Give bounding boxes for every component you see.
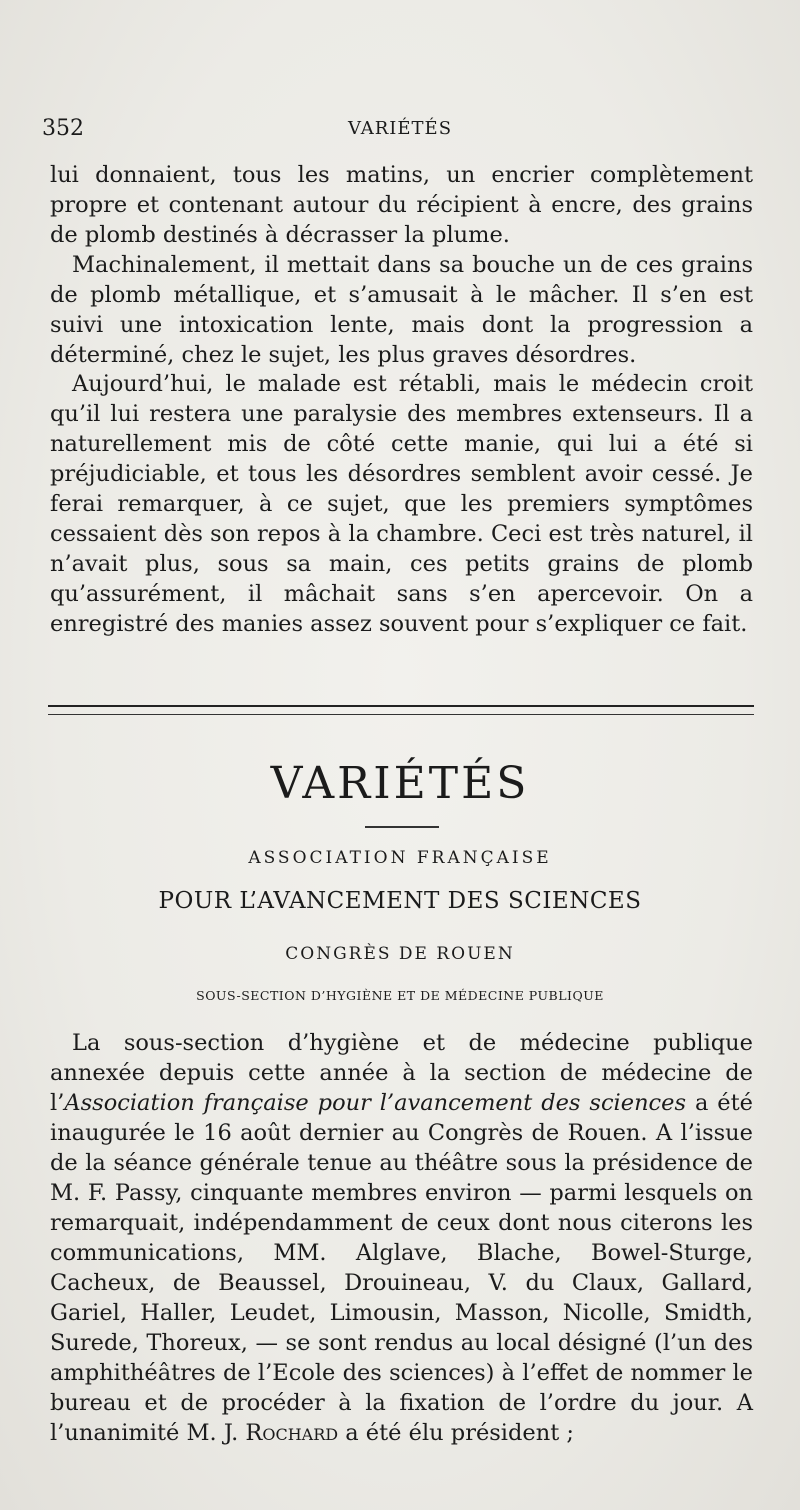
title-underline-rule <box>365 826 439 828</box>
report-text-end: a été élu président ; <box>338 1420 574 1446</box>
paragraph-continuation: lui donnaient, tous les matins, un encrier complètement propre et contenant autour du récipient à encre, des grains de plomb destinés à décrasser la plume. <box>50 162 753 248</box>
section-divider-rule <box>48 705 754 715</box>
section-title: VARIÉTÉS <box>270 758 530 809</box>
paragraph-subsection-report <box>50 1028 753 1448</box>
paragraph-recovery: Aujourd’hui, le malade est rétabli, mais le médecin croit qu’il lui restera une paralysie des membres extenseurs. Il a naturellement mis de côté cette manie, qui lui a été si préjudiciable, et tous les désordres semblent avoir cessé. Je ferai remarquer, à ce sujet, que les premiers symptômes cessaient dès son repos à la chambre. Ceci est très naturel, il n’avait plus, sous sa main, ces petits grains de plomb qu’assurément, il mâchait sans s’en apercevoir. On a enregistré des manies assez souvent pour s’expliquer ce fait. <box>50 371 753 637</box>
association-heading: ASSOCIATION FRANÇAISE <box>248 848 552 868</box>
association-subtitle: POUR L’AVANCEMENT DES SCIENCES <box>158 888 642 914</box>
report-text-body: a été inaugurée le 16 août dernier au Congrès de Rouen. A l’issue de la séance générale tenue au théâtre sous la présidence de M. F. Passy, cinquante membres environ — parmi lesquels on remarquait, indépendamment de ceux dont nous citerons les communications, MM. Alglave, Blache, Bowel-Sturge, Cacheux, de Beaussel, Drouineau, V. du Claux, Gallard, Gariel, Haller, Leudet, Limousin, Masson, Nicolle, Smidth, Surede, Thoreux, — se sont rendus au local désigné (l’un des amphithéâtres de l’Ecole des sciences) à l’effet de nommer le bureau et de procéder à la fixation de l’ordre du jour. A l’unanimité M. J. <box>50 1090 753 1446</box>
president-name: Rochard <box>245 1420 339 1446</box>
running-header <box>42 116 758 146</box>
page-number: 352 <box>42 116 84 141</box>
congress-heading: CONGRÈS DE ROUEN <box>285 944 515 964</box>
report-text-start: La sous-section d’hygiène et de médecine publique annexée depuis cette année à la section de médecine de l’ <box>50 1030 753 1116</box>
paragraph-lead-chewing: Machinalement, il mettait dans sa bouche un de ces grains de plomb métallique, et s’amusait à le mâcher. Il s’en est suivi une intoxication lente, mais dont la progression a déterminé, chez le sujet, les plus graves désordres. <box>50 252 753 368</box>
subsection-heading: SOUS-SECTION D’HYGIÈNE ET DE MÉDECINE PUBLIQUE <box>196 988 604 1003</box>
running-title: VARIÉTÉS <box>347 118 453 139</box>
association-name-italic: Association française pour l’avancement des sciences <box>64 1090 687 1116</box>
